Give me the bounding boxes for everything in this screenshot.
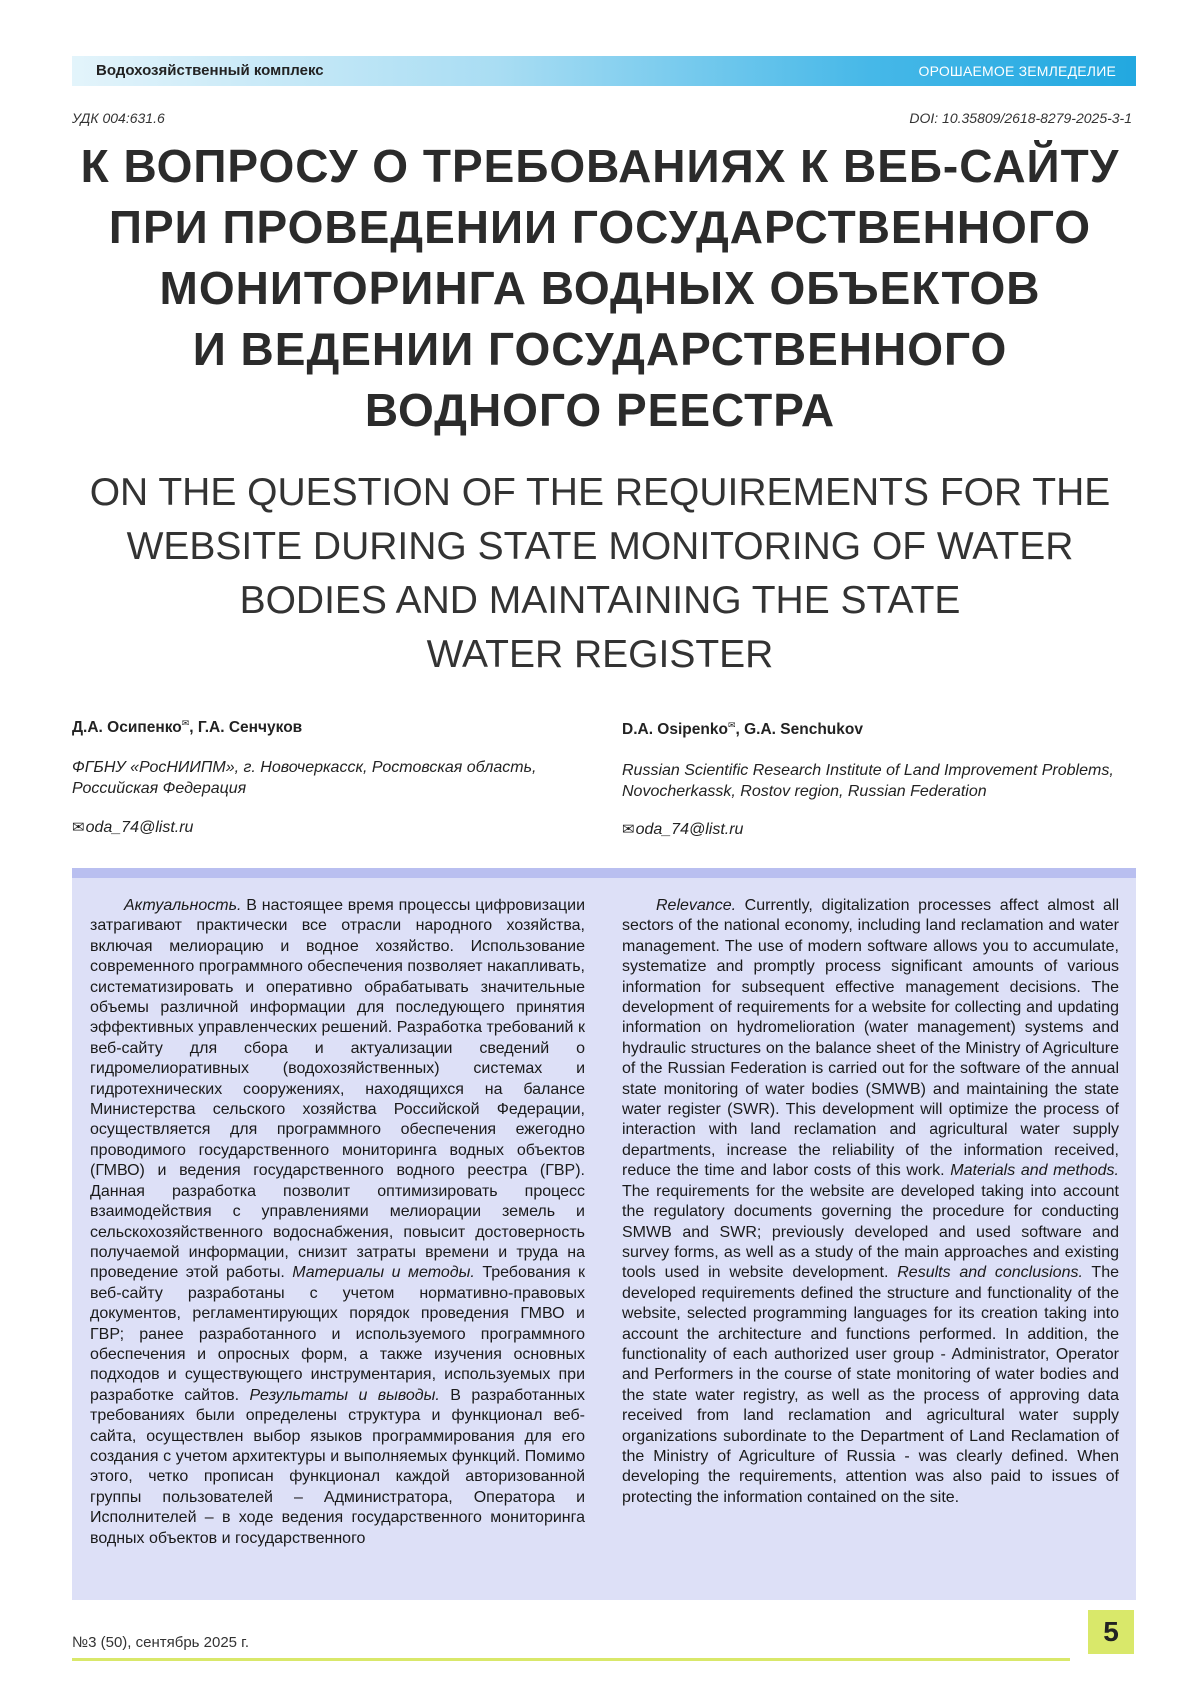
author-senchukov-ru: , Г.А. Сенчуков — [189, 719, 302, 736]
author-senchukov-en: , G.A. Senchukov — [735, 721, 862, 738]
relevance-label-ru: Актуальность. — [124, 897, 241, 914]
email-address[interactable]: oda_74@list.ru — [636, 821, 744, 838]
results-text-ru: В разработанных требованиях были определены структура и функционал веб-сайта, осуществлен выбор языков программирования для его создания с учетом архитектуры и выполняемых функций. Помимо этого, четко прописан функционал каждой авторизованной группы пользователей – Администратора, Оператора и Исполнителей – в ходе ведения государственного мониторинга водных объектов и государственного — [90, 1387, 585, 1547]
email-address[interactable]: oda_74@list.ru — [86, 819, 194, 836]
title-ru — [60, 136, 1140, 441]
footer-divider — [72, 1658, 1070, 1661]
issue-info: №3 (50), сентябрь 2025 г. — [72, 1634, 249, 1651]
results-label-en: Results and conclusions. — [897, 1264, 1083, 1281]
title-en — [60, 466, 1140, 682]
section-name: ОРОШАЕМОЕ ЗЕМЛЕДЕЛИЕ — [919, 56, 1116, 86]
abstract-en — [622, 896, 1119, 1508]
title-ru-line: К ВОПРОСУ О ТРЕБОВАНИЯХ К ВЕБ-САЙТУ — [81, 140, 1120, 192]
methods-label-ru: Материалы и методы. — [292, 1264, 475, 1281]
abstract-ru — [90, 896, 585, 1549]
methods-text-ru: Требования к веб-сайту разработаны с учетом нормативно-правовых документов, регламентирующих порядок проведения ГМВО и ГВР; ранее разработанного и используемого программного обеспечения и опросных форм, а также изучения основных подходов и существующего инструментария, используемых при разработке сайтов. — [90, 1264, 585, 1403]
author-osipenko-en: D.A. Osipenko — [622, 721, 728, 738]
envelope-icon: ✉ — [728, 720, 736, 730]
envelope-icon: ✉ — [622, 821, 635, 838]
envelope-icon: ✉ — [72, 819, 85, 836]
results-label-ru: Результаты и выводы. — [250, 1387, 440, 1404]
journal-name: Водохозяйственный комплекс — [96, 56, 324, 86]
page-number: 5 — [1088, 1610, 1134, 1654]
title-ru-line: ВОДНОГО РЕЕСТРА — [365, 384, 835, 436]
authors-en — [622, 720, 863, 739]
authors-ru — [72, 718, 302, 737]
udc-code: УДК 004:631.6 — [72, 110, 165, 126]
email-en[interactable] — [622, 820, 743, 839]
title-en-line: ON THE QUESTION OF THE REQUIREMENTS FOR THE — [90, 471, 1111, 514]
title-ru-line: ПРИ ПРОВЕДЕНИИ ГОСУДАРСТВЕННОГО — [109, 201, 1091, 253]
title-en-line: BODIES AND MAINTAINING THE STATE — [240, 579, 961, 622]
relevance-text-en: Currently, digitalization processes affect almost all sectors of the national economy, including land reclamation and water management. The use of modern software allows you to accumulate, systematize and promptly process significant amounts of various information for subsequent effective management decisions. The development of requirements for a website for collecting and updating information on hydromelioration (water management) systems and hydraulic structures on the balance sheet of the Ministry of Agriculture of the Russian Federation is carried out for the software of the annual state monitoring of water bodies (SMWB) and maintaining the state water register (SWR). This development will optimize the process of interaction with land reclamation and agricultural water supply departments, increase the reliability of the information received, reduce the time and labor costs of this work. — [622, 897, 1119, 1179]
title-en-line: WATER REGISTER — [427, 633, 774, 676]
envelope-icon: ✉ — [182, 718, 190, 728]
affiliation-ru: ФГБНУ «РосНИИПМ», г. Новочеркасск, Ростовская область, Российская Федерация — [72, 757, 612, 799]
affiliation-en: Russian Scientific Research Institute of Land Improvement Problems, Novocherkassk, Rostov region, Russian Federation — [622, 760, 1142, 802]
results-text-en: The developed requirements defined the structure and functionality of the website, selected programming languages for its creation taking into account the architecture and functions performed. In addition, the functionality of each authorized user group - Administrator, Operator and Performers in the course of state monitoring of water bodies and the state water registry, as well as the process of approving data received from land reclamation and agricultural water supply organizations subordinate to the Department of Land Reclamation of the Ministry of Agriculture of Russia - was clearly defined. When developing the requirements, attention was also paid to issues of protecting the information contained on the site. — [622, 1264, 1119, 1505]
doi[interactable]: DOI: 10.35809/2618-8279-2025-3-1 — [909, 110, 1132, 126]
email-ru[interactable] — [72, 818, 193, 837]
methods-label-en: Materials and methods. — [950, 1162, 1119, 1179]
relevance-text-ru: В настоящее время процессы цифровизации затрагивают практически все отрасли народного хозяйства, включая мелиорацию и водное хозяйство. Использование современного программного обеспечения позволяет накапливать, систематизировать и оперативно обрабатывать значительные объемы различной информации для последующего принятия эффективных управленческих решений. Разработка требований к веб-сайту для сбора и актуализации сведений о гидромелиоративных (водохозяйственных) системах и гидротехнических сооружениях, находящихся на балансе Министерства сельского хозяйства Российской Федерации, осуществляется для программного обеспечения ежегодно проводимого государственного мониторинга водных объектов (ГМВО) и ведения государственного водного реестра (ГВР). Данная разработка позволит оптимизировать процесс взаимодействия с управлениями мелиорации земель и сельскохозяйственного водоснабжения, повысит достоверность получаемой информации, снизит затраты времени и труда на проведение этой работы. — [90, 897, 585, 1281]
author-osipenko-ru: Д.А. Осипенко — [72, 719, 182, 736]
relevance-label-en: Relevance. — [656, 897, 736, 914]
title-ru-line: И ВЕДЕНИИ ГОСУДАРСТВЕННОГО — [193, 323, 1008, 375]
methods-text-en: The requirements for the website are developed taking into account the regulatory documents governing the procedure for conducting SMWB and SWR; previously developed and used software and survey forms, as well as a study of the main approaches and existing tools used in website development. — [622, 1183, 1119, 1282]
title-ru-line: МОНИТОРИНГА ВОДНЫХ ОБЪЕКТОВ — [160, 262, 1041, 314]
title-en-line: WEBSITE DURING STATE MONITORING OF WATER — [127, 525, 1074, 568]
